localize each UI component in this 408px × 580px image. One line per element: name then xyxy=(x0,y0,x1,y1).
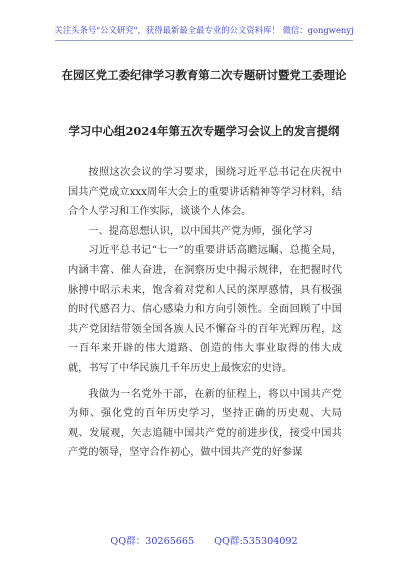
footer-qq-group-2: QQ群:535304092 xyxy=(214,536,298,547)
footer-qq-note xyxy=(0,533,408,547)
header-divider xyxy=(55,40,353,41)
body-paragraph: 习近平总书记“七一”的重要讲话高瞻远瞩、总揽全局，内涵丰富、催人奋进，在洞察历史中揭示规律，在把握时代脉搏中昭示未来，饱含着对党和人民的深厚感情，具有极强的时代感召力、信心感染力和方向引领性。全面回顾了中国共产党团结带领全国各族人民不懈奋斗的百年光辉历程，这一百年来开辟的伟大道路、创造的伟大事业取得的伟大成就，书写了中华民族几千年历史上最恢宏的史诗。 xyxy=(68,245,342,374)
body-paragraph: 我做为一名党外干部，在新的征程上，将以中国共产党为师、强化党的百年历史学习，坚持正确的历史观、大局观、发展观，矢志追随中国共产党的前进步伐，接受中国共产党的领导，坚守合作初心，做中国共产党的好参谋 xyxy=(68,388,342,459)
header-promo-note: 关注头条号"公文研究"，获得最新最全最专业的公文资料库！ 微信：gongwenyj xyxy=(54,25,354,35)
document-title-line-2: 学习中心组2024年第五次专题学习会议上的发言提纲 xyxy=(68,124,340,138)
body-paragraph-intro: 按照这次会议的学习要求，围绕习近平总书记在庆祝中国共产党成立xxx周年大会上的重要讲话精神等学习材料，结合个人学习和工作实际，谈谈个人体会。 xyxy=(68,167,342,218)
body-section-heading: 一、提高思想认识，以中国共产党为师，强化学习 xyxy=(88,225,313,237)
document-title-line-1: 在园区党工委纪律学习教育第二次专题研讨暨党工委理论 xyxy=(61,68,347,82)
footer-qq-group-1: QQ群：30265665 xyxy=(110,536,195,547)
document-body xyxy=(68,163,342,463)
